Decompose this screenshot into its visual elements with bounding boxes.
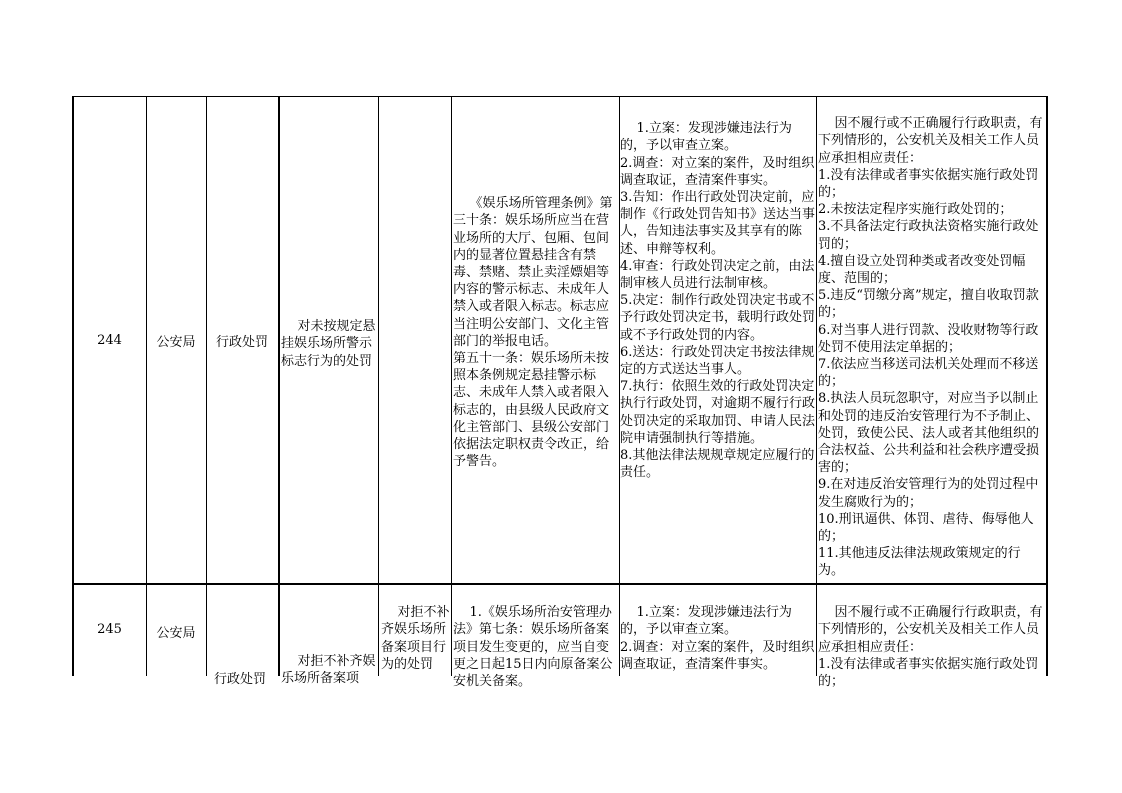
row-245-accountability bbox=[818, 587, 1046, 690]
legal-basis: 1.《娱乐场所治安管理办法》第七条：娱乐场所备案项目发生变更的，应当自变更之日起15日内向原备案公安机关备案。 bbox=[453, 605, 613, 690]
row-245-sub-item bbox=[381, 587, 451, 676]
row-244-seq bbox=[73, 97, 146, 583]
row-244-dept bbox=[146, 97, 206, 583]
row-245-seq bbox=[73, 586, 146, 676]
column-divider bbox=[619, 96, 620, 676]
column-divider bbox=[378, 96, 379, 676]
row-244-responsibility bbox=[620, 103, 816, 581]
row-244-category bbox=[206, 97, 278, 583]
row-245-dept bbox=[146, 586, 206, 676]
row-divider bbox=[73, 583, 1047, 585]
column-divider bbox=[451, 96, 452, 676]
category: 行政处罚 bbox=[215, 334, 268, 350]
column-divider bbox=[278, 96, 280, 676]
department: 公安局 bbox=[156, 334, 196, 350]
row-245-item-name bbox=[281, 636, 377, 687]
row-245-basis bbox=[453, 587, 619, 690]
column-divider bbox=[816, 96, 817, 676]
accountability-text: 因不履行或不正确履行行政职责，有下列情形的，公安机关及相关工作人员应承担相应责任： 1.没有法律或者事实依据实施行政处罚的； 2.未按法定程序实施行政处罚的； 3.不具备法定行政执法资格实施行政处罚的； 4.擅自设立处罚种类或者改变处罚幅度、范围的； 5.违反“罚缴分离”规定，擅自收取罚款的； 6.对当事人进行罚款、没收财物等行政处罚不使用法定单据的； 7.依法应当移送司法机关处理而不移送的； 8.执法人员玩忽职守，对应当予以制止和处罚的违反治安管理行为不予制止、处罚，致使公民、法人或者其他组织的合法权益、公共利益和社会秩序遭受损害的； 9.在对违反治安管理行为的处罚过程中发生腐败行为的； 10.刑讯逼供、体罚、虐待、侮辱他人的； 11.其他违反法律法规政策规定的行为。 bbox=[818, 116, 1043, 579]
sub-item-name: 对拒不补齐娱乐场所备案项目行为的处罚 bbox=[381, 605, 450, 672]
row-244-item-name bbox=[281, 301, 377, 381]
seq-number: 245 bbox=[97, 622, 122, 637]
row-245-category bbox=[206, 586, 278, 687]
category: 行政处罚 bbox=[214, 672, 267, 687]
row-244-basis bbox=[453, 178, 619, 498]
row-245-responsibility bbox=[620, 587, 816, 676]
column-divider bbox=[206, 96, 207, 676]
department: 公安局 bbox=[156, 626, 196, 641]
item-name: 对未按规定悬挂娱乐场所警示标志行为的处罚 bbox=[281, 319, 376, 369]
legal-basis: 《娱乐场所管理条例》第三十条：娱乐场所应当在营业场所的大厅、包厢、包间内的显著位置悬挂含有禁毒、禁赌、禁止卖淫嫖娼等内容的警示标志、未成年人禁入或者限入标志。标志应当注明公安部门、文化主管部门的举报电话。 第五十一条：娱乐场所未按照本条例规定悬挂警示标志、未成年人禁入或者限入标志的，由县级人民政府文化主管部门、县级公安部门依据法定职权责令改正，给予警告。 bbox=[453, 196, 613, 470]
row-244-accountability bbox=[818, 98, 1046, 584]
item-name: 对拒不补齐娱乐场所备案项 bbox=[281, 654, 376, 687]
responsibility-text: 1.立案：发现涉嫌违法行为的，予以审查立案。 2.调查：对立案的案件，及时组织调查取证，查清案件事实。 bbox=[620, 605, 815, 672]
table-border-right bbox=[1046, 96, 1048, 676]
seq-number: 244 bbox=[97, 332, 122, 348]
table-border-top bbox=[73, 96, 1047, 97]
accountability-text: 因不履行或不正确履行行政职责，有下列情形的，公安机关及相关工作人员应承担相应责任： 1.没有法律或者事实依据实施行政处罚的； bbox=[818, 605, 1043, 690]
table-border-left bbox=[72, 96, 74, 676]
column-divider bbox=[146, 96, 147, 676]
responsibility-text: 1.立案：发现涉嫌违法行为的，予以审查立案。 2.调查：对立案的案件，及时组织调查取证，查清案件事实。 3.告知：作出行政处罚决定前，应制作《行政处罚告知书》送达当事人，告知违法事实及其享有的陈述、申辩等权利。 4.审查：行政处罚决定之前，由法制审核人员进行法制审核。 5.决定：制作行政处罚决定书或不予行政处罚决定书，载明行政处罚或不予行政处罚的内容。 6.送达：行政处罚决定书按法律规定的方式送达当事人。 7.执行：依照生效的行政处罚决定执行行政处罚，对逾期不履行行政处罚决定的采取加罚、申请人民法院申请强制执行等措施。 8.其他法律法规规章规定应履行的责任。 bbox=[620, 121, 816, 481]
